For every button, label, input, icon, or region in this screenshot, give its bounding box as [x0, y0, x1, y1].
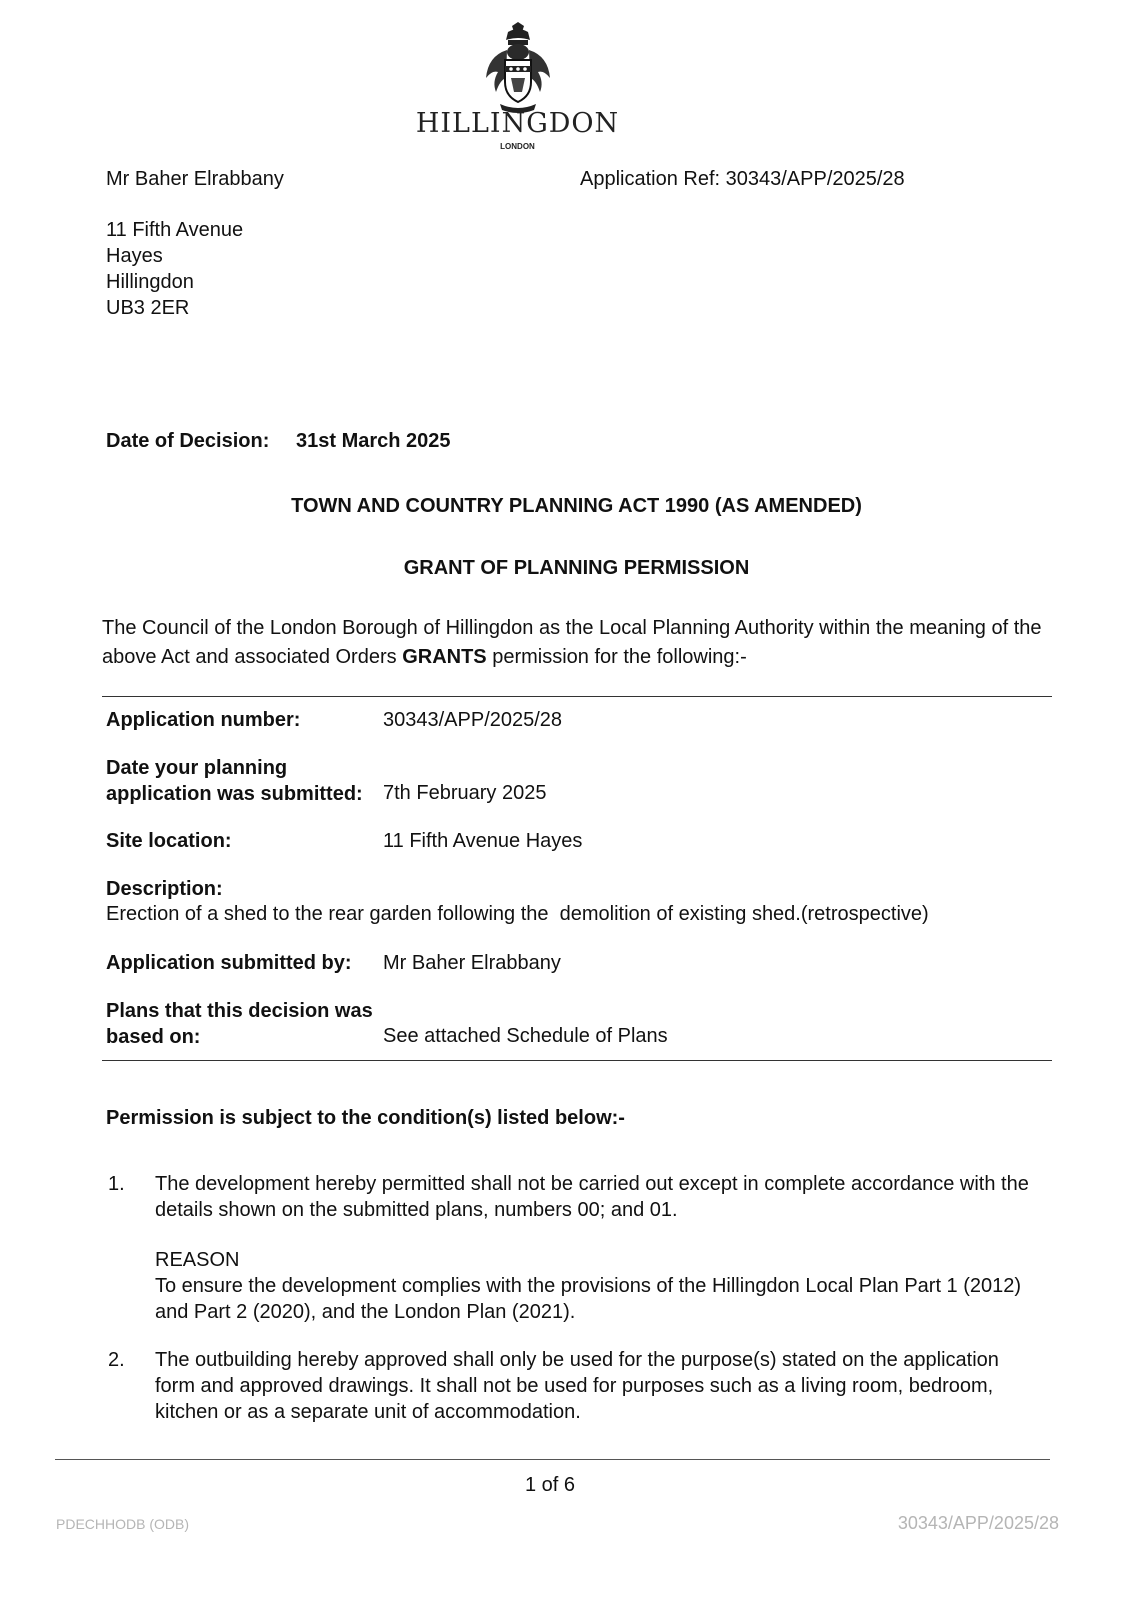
condition-reason-label: REASON [155, 1249, 240, 1271]
condition-body [155, 1347, 1070, 1425]
address-block [106, 217, 243, 321]
condition-line: details shown on the submitted plans, numbers 00; and 01. [155, 1199, 678, 1221]
condition-line: The outbuilding hereby approved shall only be used for the purpose(s) stated on the application [155, 1349, 999, 1371]
conditions-heading: Permission is subject to the condition(s) listed below:- [106, 1107, 625, 1129]
intro-paragraph [102, 614, 1052, 672]
footer-code: PDECHHODB (ODB) [56, 1516, 190, 1532]
page-number: 1 of 6 [524, 1474, 576, 1496]
submitted-date-label-line: Date your planning [106, 757, 288, 779]
address-line: Hillingdon [106, 271, 194, 293]
condition-line: The development hereby permitted shall not be carried out except in complete accordance with the [155, 1173, 1029, 1195]
condition-number: 1. [108, 1173, 125, 1195]
details-top-rule [102, 696, 1052, 697]
decision-date: 31st March 2025 [296, 430, 451, 452]
plans-label-line: based on: [106, 1026, 201, 1048]
description-text: Erection of a shed to the rear garden following the demolition of existing shed.(retrospective) [106, 903, 929, 925]
submitted-date-label-line: application was submitted: [106, 783, 363, 805]
plans-value: See attached Schedule of Plans [383, 1025, 668, 1047]
application-number-label: Application number: [106, 709, 301, 731]
intro-grants: GRANTS [402, 646, 487, 668]
address-line: Hayes [106, 245, 163, 267]
condition-body [155, 1171, 1070, 1325]
council-crest [478, 22, 558, 114]
condition-reason-line: To ensure the development complies with the provisions of the Hillingdon Local Plan Part 1 (2012) [155, 1275, 1022, 1297]
crest-icon [478, 22, 558, 114]
description-label: Description: [106, 878, 223, 900]
intro-text-end: permission for the following:- [486, 646, 747, 668]
plans-label-line: Plans that this decision was [106, 1000, 373, 1022]
condition-number: 2. [108, 1349, 125, 1371]
act-title: TOWN AND COUNTRY PLANNING ACT 1990 (AS AMENDED) [291, 495, 862, 517]
condition-reason-line: and Part 2 (2020), and the London Plan (2021). [155, 1301, 576, 1323]
footer-ref: 30343/APP/2025/28 [897, 1513, 1059, 1533]
condition-line: form and approved drawings. It shall not be used for purposes such as a living room, bedroom, [155, 1375, 994, 1397]
footer-rule [55, 1459, 1050, 1460]
council-logotype: HILLINGDON [415, 108, 620, 139]
address-line: 11 Fifth Avenue [106, 219, 244, 241]
addressee-name: Mr Baher Elrabbany [106, 168, 284, 190]
submitted-by-label: Application submitted by: [106, 952, 352, 974]
council-logotype-sub: LONDON [500, 142, 535, 151]
submitted-date-label [106, 755, 363, 807]
site-location-label: Site location: [106, 830, 232, 852]
grant-title: GRANT OF PLANNING PERMISSION [403, 557, 750, 579]
submitted-date: 7th February 2025 [383, 782, 547, 804]
site-location: 11 Fifth Avenue Hayes [383, 830, 583, 852]
condition-line: kitchen or as a separate unit of accommodation. [155, 1401, 581, 1423]
address-line: UB3 2ER [106, 297, 190, 319]
submitted-by: Mr Baher Elrabbany [383, 952, 561, 974]
details-bottom-rule [102, 1060, 1052, 1061]
application-ref: Application Ref: 30343/APP/2025/28 [580, 168, 905, 190]
plans-label [106, 998, 373, 1050]
decision-date-label: Date of Decision: [106, 430, 270, 452]
application-number: 30343/APP/2025/28 [383, 709, 563, 731]
intro-text: The Council of the London Borough of Hillingdon as the Local Planning Authority within the meaning of the above Act and associated Orders [102, 617, 1042, 668]
